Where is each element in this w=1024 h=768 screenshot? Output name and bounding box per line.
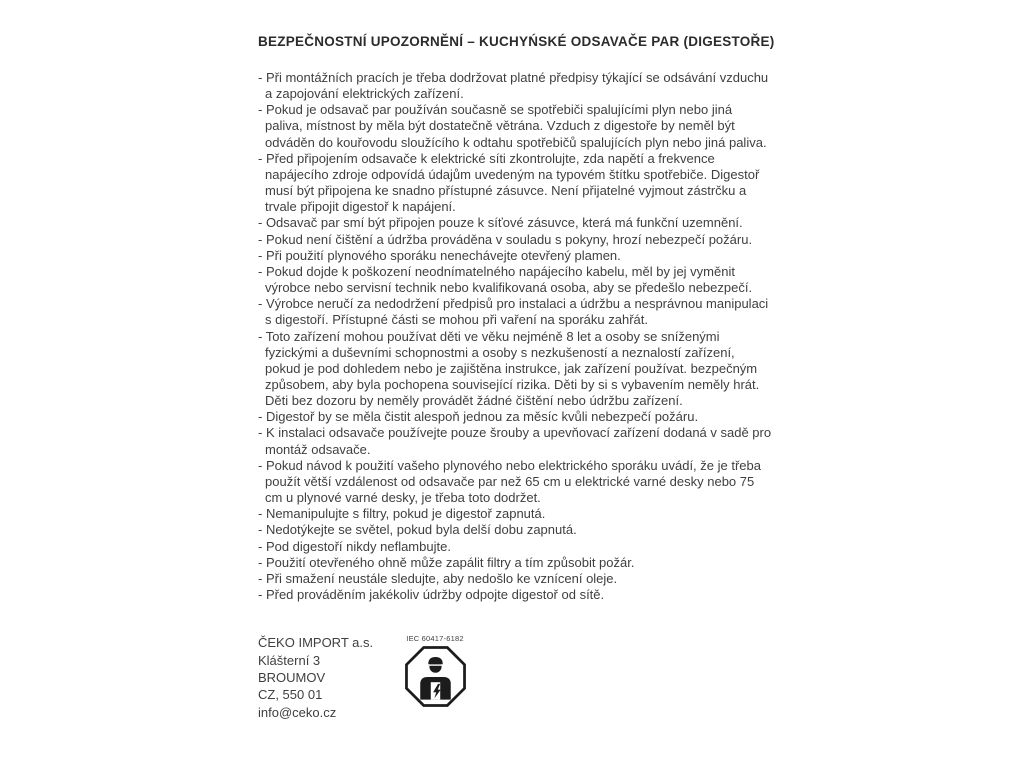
page-title: BEZPEČNOSTNÍ UPOZORNĚNÍ – KUCHYŃSKÉ ODSAVAČE PAR (DIGESTOŘE) (258, 34, 775, 49)
safety-bullet-item: - Výrobce neručí za nedodržení předpisů pro instalaci a údržbu a nesprávnou manipulaci s digestoří. Přístupné části se mohou při vaření na sporáku zahřát. (258, 296, 769, 328)
address-postal: CZ, 550 01 (258, 687, 323, 703)
safety-bullet-item: - Pokud není čištění a údržba prováděna v souladu s pokyny, hrozí nebezpečí požáru. (258, 231, 753, 247)
safety-bullet-item: - Digestoř by se měla čistit alespoň jednou za měsíc kvůli nebezpečí požáru. (258, 409, 699, 425)
safety-bullet-item: - Při montážních pracích je třeba dodržovat platné předpisy týkající se odsávání vzduchu a zapojování elektrických zařízení. (258, 70, 769, 102)
safety-bullet-item: - Toto zařízení mohou používat děti ve věku nejméně 8 let a osoby se sníženými fyzickými a duševními schopnostmi a osoby s nezkušeností a neznalostí zařízení, pokud je pod dohledem nebo je zajištěna instrukce, jak zařízení používat. bezpečným způsobem, aby byla pochopena související rizika. Děti by si s vybavením neměly hrát. Děti bez dozoru by neměly provádět žádné čištění nebo údržbu zařízení. (258, 328, 760, 409)
address-street: Klášterní 3 (258, 652, 321, 668)
service-personnel-icon (405, 646, 466, 707)
safety-bullet-item: - Před připojením odsavače k elektrické síti zkontrolujte, zda napětí a frekvence napájecího zdroje odpovídá údajům uvedeným na typovém štítku spotřebiče. Digestoř musí být připojena ke snadno přístupné zásuvce. Není přijatelné vyjmout zástrčku a trvale připojit digestoř k napájení. (258, 150, 760, 215)
company-email: info@ceko.cz (258, 704, 337, 720)
safety-bullet-item: - Při smažení neustále sledujte, aby nedošlo ke vznícení oleje. (258, 570, 618, 586)
safety-bullet-item: - Pod digestoří nikdy neflambujte. (258, 538, 451, 554)
safety-bullet-item: - Nedotýkejte se světel, pokud byla delší dobu zapnutá. (258, 522, 577, 538)
safety-bullet-item: - Použití otevřeného ohně může zapálit filtry a tím způsobit požár. (258, 554, 635, 570)
company-address-block (258, 634, 403, 721)
footer (258, 634, 772, 721)
safety-bullet-item: - Pokud je odsavač par používán současně se spotřebiči spalujícími plyn nebo jiná paliva, místnost by měla být dostatečně větrána. Vzduch z digestoře by neměl být odváděn do kouřovodu sloužícího k odtahu spotřebičů spalujících plyn nebo jiná paliva. (258, 102, 767, 150)
safety-bullet-item: - Při použití plynového sporáku nenechávejte otevřený plamen. (258, 247, 621, 263)
safety-bullet-item: - Odsavač par smí být připojen pouze k síťové zásuvce, která má funkční uzemnění. (258, 215, 743, 231)
safety-bullet-item: - K instalaci odsavače používejte pouze šrouby a upevňovací zařízení dodaná v sadě pro montáž odsavače. (258, 425, 772, 457)
iec-symbol-block (403, 634, 467, 707)
safety-bullet-item: - Nemanipulujte s filtry, pokud je digestoř zapnutá. (258, 506, 546, 522)
safety-bullet-item: - Pokud dojde k poškození neodnímatelného napájecího kabelu, měl by jej vyměnit výrobce nebo servisní technik nebo kvalifikovaná osoba, aby se předešlo nebezpečí. (258, 263, 753, 296)
company-name: ČEKO IMPORT a.s. (258, 635, 374, 651)
document-content (258, 34, 775, 721)
iec-symbol-label: IEC 60417-6182 (406, 634, 464, 644)
safety-bullet-list (258, 70, 772, 603)
address-city: BROUMOV (258, 669, 326, 685)
safety-bullet-item: - Před prováděním jakékoliv údržby odpojte digestoř od sítě. (258, 587, 605, 602)
safety-bullet-item: - Pokud návod k použití vašeho plynového nebo elektrického sporáku uvádí, že je třeba použít větší vzdálenost od odsavače par než 65 cm u elektrické varné desky nebo 75 cm u plynové varné desky, je třeba toto dodržet. (258, 457, 761, 506)
